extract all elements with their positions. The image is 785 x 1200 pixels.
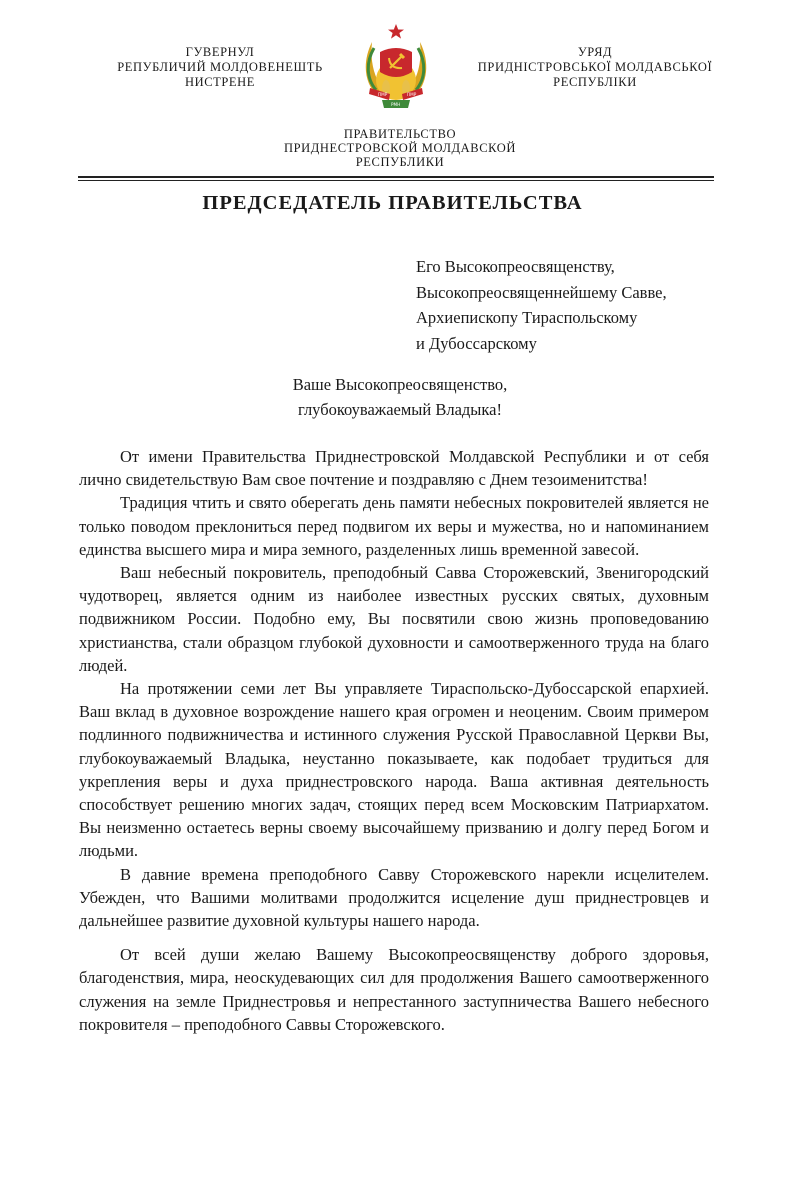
emblem-ribbon-left: ПМР xyxy=(378,92,388,97)
header-moldovan-line: НИСТРЕНЕ xyxy=(184,75,256,89)
header-ukrainian-line: УРЯД xyxy=(577,45,613,59)
header-divider xyxy=(78,176,714,178)
salutation xyxy=(200,372,600,422)
body-paragraph: Традиция чтить и свято оберегать день памяти небесных покровителей является не только поводом преклониться перед подвигом их веры и мужества, но и напоминанием единства высшего мира и мира земного, разделенных лишь временной завесой. xyxy=(79,493,709,559)
addressee-line: Высокопреосвященнейшему Савве, xyxy=(416,282,667,302)
body-paragraph: От имени Правительства Приднестровской Молдавской Республики и от себя лично свидетельствую Вам свое почтение и поздравляю с Днем тезоименитства! xyxy=(79,447,709,490)
emblem-ribbon-right: ПМР xyxy=(407,92,417,97)
coat-of-arms-icon xyxy=(356,22,436,114)
header-ukrainian xyxy=(450,45,740,90)
header-russian xyxy=(250,127,550,169)
salutation-line: Ваше Высокопреосвященство, xyxy=(292,375,508,394)
body-paragraph: Ваш небесный покровитель, преподобный Савва Сторожевский, Звенигородский чудотворец, является одним из наиболее известных русских святых, духовным подвижником России. Подобно ему, Вы посвятили свою жизнь проповедованию христианства, стали образцом глубокой духовности и самоотверженного труда на благо людей. xyxy=(79,563,709,675)
header-moldovan xyxy=(95,45,345,90)
letter-body xyxy=(79,445,709,1036)
salutation-line: глубокоуважаемый Владыка! xyxy=(298,400,502,419)
body-paragraph: В давние времена преподобного Савву Сторожевского нарекли исцелителем. Убежден, что Вашими молитвами продолжится исцеление душ приднестровцев и дальнейшее развитие духовной культуры нашего народа. xyxy=(79,864,709,931)
header-moldovan-line: ГУВЕРНУЛ xyxy=(185,45,255,59)
document-title: ПРЕДСЕДАТЕЛЬ ПРАВИТЕЛЬСТВА xyxy=(202,192,583,214)
closing-paragraph: От всей души желаю Вашему Высокопреосвященству доброго здоровья, благоденствия, мира, неоскудевающих сил для продолжения Вашего самоотверженного служения на земле Приднестровья и непрестанного заступничества Вашего небесного покровителя – преподобного Саввы Сторожевского. xyxy=(79,945,709,1034)
addressee-line: и Дубоссарскому xyxy=(416,333,537,353)
addressee-line: Архиепископу Тираспольскому xyxy=(416,308,638,327)
addressee-block xyxy=(416,254,746,356)
header-divider-thin xyxy=(78,180,714,181)
addressee-line: Его Высокопреосвященству, xyxy=(416,257,615,276)
header-moldovan-line: РЕПУБЛИЧИЙ МОЛДОВЕНЕШТЬ xyxy=(117,60,323,74)
header-russian-line: ПРИДНЕСТРОВСКОЙ МОЛДАВСКОЙ xyxy=(283,141,517,155)
header-russian-line: ПРАВИТЕЛЬСТВО xyxy=(343,127,457,141)
header-ukrainian-line: РЕСПУБЛІКИ xyxy=(553,75,637,89)
header-ukrainian-line: ПРИДНІСТРОВСЬКОЇ МОЛДАВСЬКОЇ xyxy=(477,60,713,74)
emblem-ribbon-bottom: РМН xyxy=(391,102,401,107)
header-russian-line: РЕСПУБЛИКИ xyxy=(355,155,445,169)
body-paragraph: На протяжении семи лет Вы управляете Тираспольско-Дубоссарской епархией. Ваш вклад в духовное возрождение нашего края огромен и неоценим. Своим примером подлинного подвижничества и истинного служения Русской Православной Церкви Вы, глубокоуважаемый Владыка, неустанно показываете, как подобает трудиться для укрепления веры и духа приднестровского народа. Ваша активная деятельность способствует решению многих задач, стоящих перед всем Московским Патриархатом. Вы неизменно остаетесь верны своему высочайшему призванию и долгу перед Богом и людьми. xyxy=(79,679,709,861)
